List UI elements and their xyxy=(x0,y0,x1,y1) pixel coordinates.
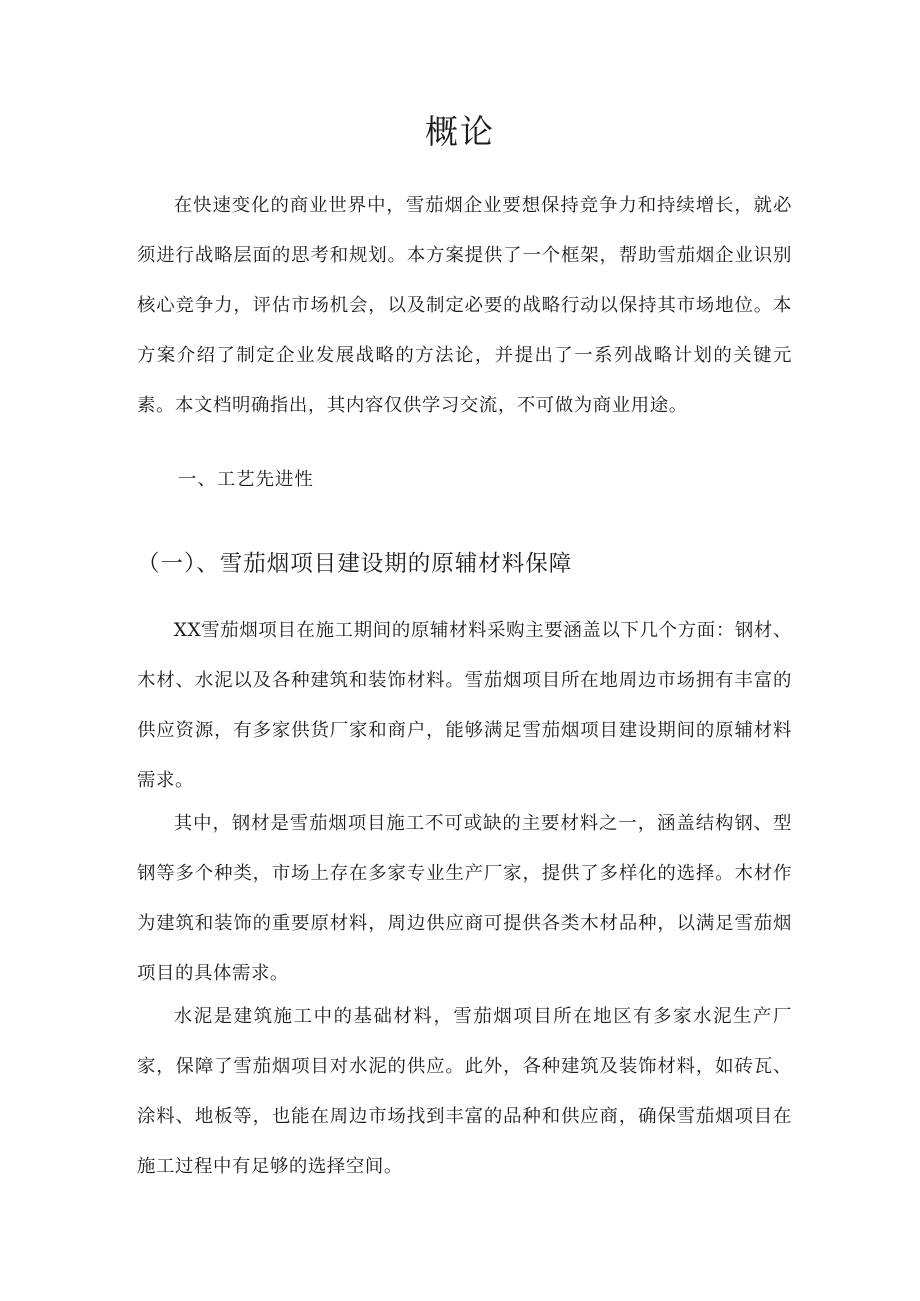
section-heading: 一、工艺先进性 xyxy=(178,469,314,490)
body-paragraph-2: 其中，钢材是雪茄烟项目施工不可或缺的主要材料之一，涵盖结构钢、型钢等多个种类，市场上存在多家专业生产厂家，提供了多样化的选择。木材作为建筑和装饰的重要原材料，周边供应商可提供各类木材品种，以满足雪茄烟项目的具体需求。 xyxy=(137,813,792,984)
subsection-heading: （一）、雪茄烟项目建设期的原辅材料保障 xyxy=(137,551,573,577)
body-paragraph-1: XX雪茄烟项目在施工期间的原辅材料采购主要涵盖以下几个方面：钢材、木材、水泥以及各种建筑和装饰材料。雪茄烟项目所在地周边市场拥有丰富的供应资源，有多家供货厂家和商户，能够满足雪茄烟项目建设期间的原辅材料需求。 xyxy=(137,620,792,791)
document-title: 概论 xyxy=(425,112,495,151)
intro-paragraph: 在快速变化的商业世界中，雪茄烟企业要想保持竞争力和持续增长，就必须进行战略层面的思考和规划。本方案提供了一个框架，帮助雪茄烟企业识别核心竞争力，评估市场机会，以及制定必要的战略行动以保持其市场地位。本方案介绍了制定企业发展战略的方法论，并提出了一系列战略计划的关键元素。本文档明确指出，其内容仅供学习交流，不可做为商业用途。 xyxy=(137,195,792,416)
body-paragraph-3: 水泥是建筑施工中的基础材料，雪茄烟项目所在地区有多家水泥生产厂家，保障了雪茄烟项目对水泥的供应。此外，各种建筑及装饰材料，如砖瓦、涂料、地板等，也能在周边市场找到丰富的品种和供应商，确保雪茄烟项目在施工过程中有足够的选择空间。 xyxy=(137,1006,792,1177)
